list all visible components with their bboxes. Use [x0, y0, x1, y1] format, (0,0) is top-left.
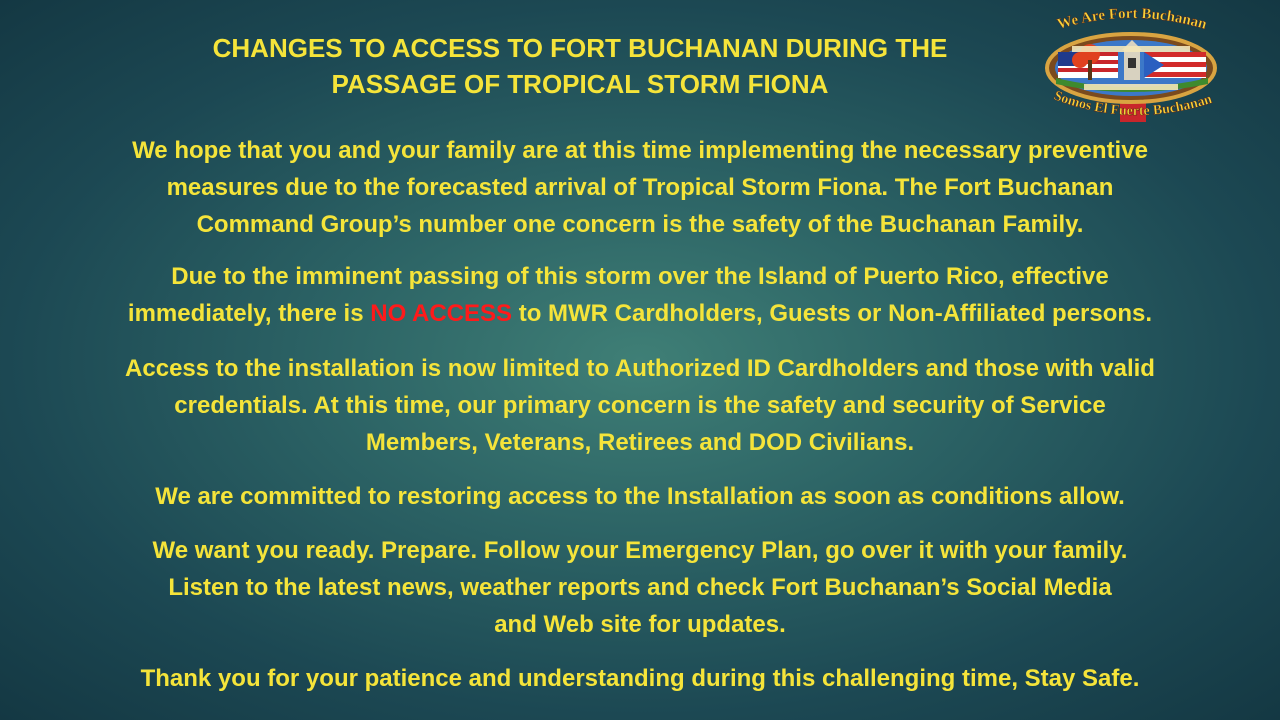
- title-line-1: CHANGES TO ACCESS TO FORT BUCHANAN DURING THE: [212, 33, 948, 63]
- no-access-highlight: NO ACCESS: [370, 300, 513, 327]
- fort-buchanan-logo: [1032, 4, 1230, 122]
- paragraph-line: credentials. At this time, our primary concern is the safety and security of Service: [174, 392, 1106, 419]
- paragraph-line: Listen to the latest news, weather reports and check Fort Buchanan’s Social Media: [168, 574, 1112, 601]
- paragraph-line: We want you ready. Prepare. Follow your Emergency Plan, go over it with your family.: [152, 537, 1128, 564]
- paragraph-line: Thank you for your patience and understanding during this challenging time, Stay Safe.: [140, 665, 1140, 692]
- paragraph-text: immediately, there is: [127, 300, 371, 327]
- logo-bottom-text: Somos El Fuerte Buchanan: [1051, 88, 1214, 120]
- title-line-2: PASSAGE OF TROPICAL STORM FIONA: [331, 69, 829, 99]
- paragraph-text: to MWR Cardholders, Guests or Non-Affiliated persons.: [512, 300, 1153, 327]
- paragraph-line: Command Group’s number one concern is the safety of the Buchanan Family.: [196, 211, 1084, 238]
- paragraph-line: Due to the imminent passing of this storm over the Island of Puerto Rico, effective: [171, 263, 1109, 290]
- paragraph-restoring-access: [20, 478, 1260, 515]
- paragraph-no-access: [20, 258, 1260, 332]
- paragraph-line: We are committed to restoring access to the Installation as soon as conditions allow.: [155, 483, 1125, 510]
- paragraph-family-safety: [20, 132, 1260, 243]
- paragraph-line: We hope that you and your family are at this time implementing the necessary preventive: [132, 137, 1148, 164]
- svg-text:We Are Fort Buchanan: [1056, 6, 1210, 33]
- fort-buchanan-seal-icon: [1032, 4, 1230, 122]
- paragraph-line: Members, Veterans, Retirees and DOD Civilians.: [365, 429, 915, 456]
- paragraph-line: measures due to the forecasted arrival of Tropical Storm Fiona. The Fort Buchanan: [166, 174, 1114, 201]
- paragraph-be-ready: [20, 532, 1260, 643]
- paragraph-line: and Web site for updates.: [494, 611, 786, 638]
- logo-top-text: We Are Fort Buchanan: [1055, 5, 1209, 33]
- paragraph-line: [20, 295, 1260, 332]
- page-title: [130, 30, 1030, 102]
- paragraph-line: Access to the installation is now limited to Authorized ID Cardholders and those with valid: [125, 355, 1155, 382]
- paragraph-limited-access: [20, 350, 1260, 461]
- paragraph-thank-you: [20, 660, 1260, 697]
